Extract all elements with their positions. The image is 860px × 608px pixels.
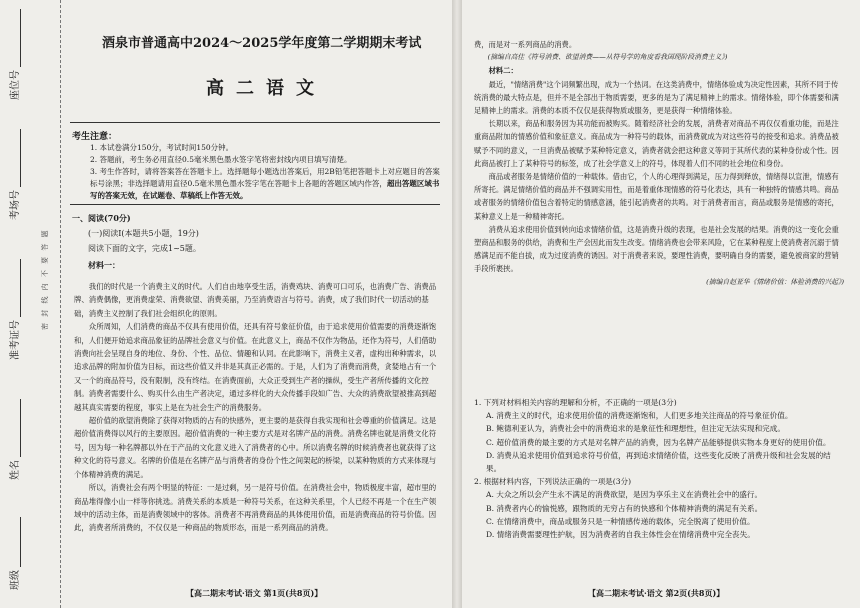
paragraph: 商品或者服务是情绪价值的一种载体。借由它，个人的心理得到满足，压力得到释放，情绪得以宣泄，情感有所寄托。满足情绪价值的商品并不强调实用性，而是着重体现情感的符号化表达，具有一种独特的情感共鸣。商品或者服务的情绪价值包含着特定的情感意涵，能引起消费者的共鸣。对于消费者而言，商品或服务是情感的寄托，某种意义上是一种精神寄托。 [474,172,839,221]
subject-heading: 高二语文 [206,78,326,99]
paragraph: 超价值的欲望消费除了获得对物质的占有的快感外，更主要的是获得自我实现和社会尊重的价值满足。这是超价值消费得以风行的主要原因。超价值消费的一种主要方式是对名牌产品的消费。消费名牌也就是消费文化符号，因为每一种名牌都以外在于产品的文化意义进入了消费者的心中。所以消费名牌的时候消费者也就获得了这种文化的符号意义。名牌的价值是在名牌产品与消费者的身份个性之间架起的桥梁，以某种物质的方式来体现与个体精神消费的满足。 [74,416,437,479]
answer-option: D. 消费从追求使用价值到追求符号价值，再到追求情绪价值，这些变化反映了消费升级和社会发展的结果。 [486,450,831,474]
paragraph: 消费从追求使用价值到转向追求情绪价值，这是消费升级的表现，也是社会发展的结果。消费的这一变化会重塑商品和服务的供给，消费和生产会因此而发生改变。情绪消费也会带来风险，它在某种程度上使消费者沉溺于情感满足而不能自拔，成为过度消费的诱因。对于消费者来说，要理性消费，要明确自身的需要，避免被商家的营销手段所裹挟。 [474,224,839,274]
paragraph: 最近，"情绪消费"这个词频繁出现，成为一个热词。在这类消费中，情绪体验成为决定性因素，其所不同于传统消费的最大特点是，但并不是全部出于物质需要，更多的是为了满足精神上的需求。情绪体验，即个体需要和满足精神上的需求。消费的本质不仅仅是获得物质或服务，更是获得一种情绪体验。 [474,79,839,116]
exam-title: 酒泉市普通高中2024～2025学年度第二学期期末考试 [102,36,422,51]
notice-top-rule [70,122,440,123]
question-stem: 2. 根据材料内容，下列说法正确的一项是(3分) [474,477,632,487]
class-label: 班级 [10,570,21,590]
answer-option: D. 情绪消费需要理性护航，因为消费者的自我主体性会在情绪消费中完全丧失。 [486,530,755,540]
class-field [6,517,21,590]
book-gutter [452,0,462,608]
reading-instruction: 阅读下面的文字，完成1~5题。 [88,244,201,253]
page-2-footer: 【高二期末考试·语文 第2页(共8页)】 [588,588,725,598]
subsection-heading: (一)阅读Ⅰ(本题共5小题，19分) [88,229,199,238]
answer-option: C. 超价值消费的最主要的方式是对名牌产品的消费，因为名牌产品能够提供实物本身更好的使用价值。 [486,437,831,447]
material-two-body [474,38,844,289]
answer-option: B. 鲍德利亚认为，消费社会中的消费追求的是象征性和理想性，但注定无法实现和完成。 [486,424,785,434]
notice-item-text: 3. 考生作答时，请将答案答在答题卡上。选择题每小题选出答案后，用2B铅笔把答题卡上对应题目的答案标号涂黑；非选择题请用直径0.5毫米黑色墨水签字笔在答题卡上各题的答题区域内作答， [90,167,440,188]
notice-list [90,142,440,202]
material-one-body [74,280,440,535]
exam-id-label: 准考证号 [10,320,21,360]
source-citation: (摘编自赵亚华《情绪价值：体验消费的兴起》) [706,277,844,286]
name-field [6,399,21,480]
page-1-footer: 【高二期末考试·语文 第1页(共8页)】 [186,588,323,598]
notice-heading: 考生注意： [72,132,118,142]
question-stem: 1. 下列对材料相关内容的理解和分析，不正确的一项是(3分) [474,398,677,407]
notice-bottom-rule [70,204,440,205]
material-two-label: 材料二： [488,66,518,76]
binding-margin [0,0,61,608]
room-number-label: 考场号 [10,190,21,220]
name-label: 姓名 [10,460,21,480]
paragraph: 众所周知，人们消费的商品不仅具有使用价值，还具有符号象征价值，由于追求使用价值需要的消费逐渐饱和，人们便开始追求商品象征的品牌社会意义与价值。在此意义上，商品不仅作为物品，还作为符号，人们借助消费向社会呈现自身的地位、身份、个性、品位、情趣和认同。在此影响下，消费主义者，虚构出种种需求，以追求品牌的附加价值为目标，而这些价值又并非是其真正必需的。于是，人们为了消费而消费，贪婪地占有一个又一个的商品符号，没有限制，没有终结。在消费面前，大众正受到生产者的操纵，受生产者所传播的文化控制。消费者需要什么、购买什么由生产者决定，通过多样化的大众传播手段如广告、大众的消费欲望被推高到超越其真实需要的程度，事实上是在为社会生产的消费服务。 [74,322,437,412]
seal-line-note: 密 封 线 内 不 要 答 题 [41,228,49,330]
paragraph: 我们的时代是一个消费主义的时代。人们自由地享受生活，消费鸡块、消费可口可乐，也消费广告、消费品牌、消费偶像，更消费虚荣、消费欲望、消费美丽，乃至消费语言与符号。消费，成了我们时代一切活动的基础，消费主义控制了我们社会组织化的原则。 [74,282,437,318]
paragraph: 长期以来，商品和服务因为其功能而被购买。随着经济社会的发展，消费者对商品不再仅仅看重功能，而是注重商品附加的情感价值和象征意义。商品成为一种符号的载体，而消费就成为对这些符号的接受和追求。消费品被赋予不同的意义，一旦消费品被赋予某种特定意义，消费者就会把这种意义等同于其所代表的某种身份或个性。因此商品被打上了某种符号的标签，成了社会学意义上的符号，体现着人们不同的社会地位和身份。 [474,119,839,168]
continuation-line: 费，而是对一系列商品的消费。 [474,40,577,49]
section-heading: 一、阅读(70分) [72,213,131,223]
material-one-label: 材料一： [88,260,120,270]
notice-item [90,166,440,202]
paragraph: 所以，消费社会有两个明显的特征：一是过剩，另一是符号价值。在消费社会中，物质极度丰富，超市里的商品堆得像小山一样等你挑选。消费关系的本质是一种符号关系，在这种关系里，个人已经不再是一个在生产领域中的活动主体，而是消费领域中的客体。消费者不再消费商品的具体使用价值，而是消费商品的符号价值。因此，消费者所消费的，不仅仅是一种商品的物质形态，而是一系列商品的消费。 [74,483,437,533]
page-1 [66,0,446,608]
answer-option: B. 消费者内心的愉悦感，跟物质的无穷占有的快感和个体精神消费的满足有关系。 [486,503,763,513]
room-number-field [6,129,21,220]
answer-option: C. 在情绪消费中，商品或服务只是一种情感传递的载体，完全脱离了使用价值。 [486,516,755,526]
exam-id-field [6,259,21,360]
notice-item: 2. 答题前，考生务必用直径0.5毫米黑色墨水签字笔将密封线内项目填写清楚。 [90,155,352,164]
notice-item-emphasis: 超出答题区域书写的答案无效，在试题卷、草稿纸上作答无效。 [90,179,440,200]
seat-number-label: 座位号 [10,70,21,100]
answer-option: A. 消费主义的时代，追求使用价值的消费逐渐饱和，人们更多地关注商品的符号象征价值。 [486,411,793,421]
answer-option: A. 大众之所以会产生永不满足的消费欲望，是因为享乐主义在消费社会中的盛行。 [486,490,763,500]
seat-number-field [6,9,21,100]
questions [474,396,844,541]
notice-item: 1. 本试卷满分150分，考试时间150分钟。 [90,143,234,152]
page-2 [468,0,848,608]
source-citation: (摘编自高佳《符号消费、欲望消费——从符号学的角度看我国现阶段消费主义》) [487,53,728,62]
